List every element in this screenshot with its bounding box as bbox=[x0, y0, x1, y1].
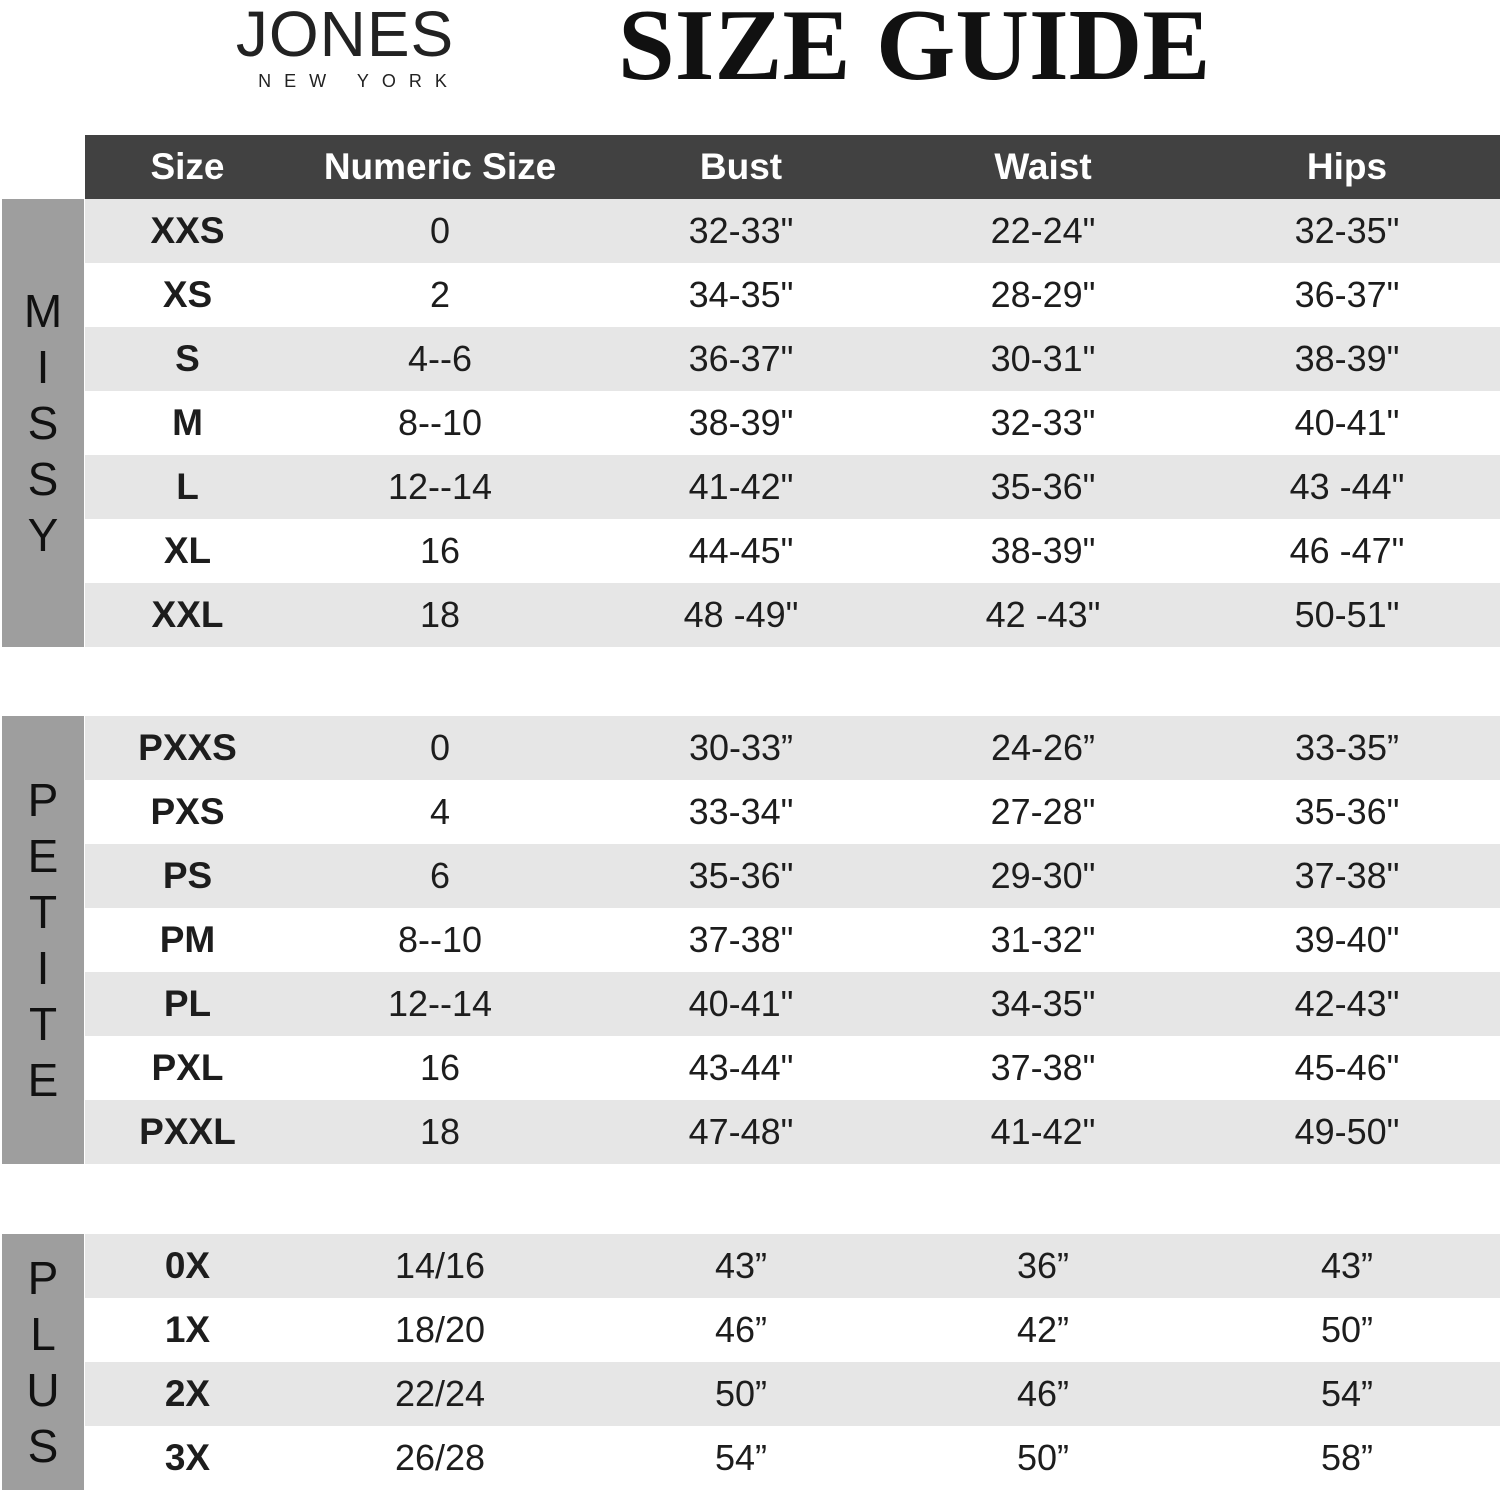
cell-waist: 24-26” bbox=[990, 727, 1096, 768]
cell-hips: 43” bbox=[1320, 1245, 1374, 1286]
cell-hips: 36-37" bbox=[1294, 274, 1400, 315]
cell-hips: 33-35” bbox=[1294, 727, 1400, 768]
cell-size: XL bbox=[163, 530, 212, 571]
header-waist: Waist bbox=[994, 146, 1092, 187]
cell-hips: 38-39" bbox=[1294, 338, 1400, 379]
cell-bust: 48 -49" bbox=[683, 594, 799, 635]
group-label-letter: T bbox=[28, 998, 58, 1050]
group-label-missy bbox=[2, 199, 84, 647]
table-row bbox=[85, 972, 1500, 1036]
cell-numeric-size: 0 bbox=[429, 727, 451, 768]
table-row bbox=[85, 716, 1500, 780]
cell-size: PXXL bbox=[139, 1111, 236, 1152]
cell-size: PM bbox=[159, 919, 216, 960]
table-row bbox=[85, 1426, 1500, 1490]
cell-size: L bbox=[176, 466, 199, 507]
group-label-letter: U bbox=[26, 1364, 60, 1416]
table-row bbox=[85, 908, 1500, 972]
cell-bust: 50” bbox=[714, 1373, 768, 1414]
cell-hips: 35-36" bbox=[1294, 791, 1400, 832]
group-label-letter: S bbox=[27, 453, 59, 505]
table-row bbox=[85, 1362, 1500, 1426]
cell-size: XXS bbox=[150, 210, 225, 251]
cell-size: PS bbox=[162, 855, 213, 896]
cell-bust: 41-42" bbox=[688, 466, 794, 507]
cell-size: PXS bbox=[150, 791, 225, 832]
cell-size: PXXS bbox=[138, 727, 237, 768]
cell-size: XXL bbox=[151, 594, 224, 635]
cell-bust: 37-38" bbox=[688, 919, 794, 960]
cell-size: XS bbox=[162, 274, 213, 315]
cell-waist: 29-30" bbox=[990, 855, 1096, 896]
cell-numeric-size: 16 bbox=[419, 530, 461, 571]
cell-numeric-size: 16 bbox=[419, 1047, 461, 1088]
cell-waist: 38-39" bbox=[990, 530, 1096, 571]
group-label-letter: M bbox=[23, 285, 63, 337]
group-rows-missy bbox=[85, 199, 1500, 647]
cell-numeric-size: 22/24 bbox=[394, 1373, 486, 1414]
table-row bbox=[85, 1298, 1500, 1362]
cell-numeric-size: 12--14 bbox=[387, 466, 493, 507]
cell-numeric-size: 18 bbox=[419, 1111, 461, 1152]
cell-waist: 42 -43" bbox=[985, 594, 1101, 635]
cell-numeric-size: 4--6 bbox=[407, 338, 473, 379]
cell-size: M bbox=[172, 402, 203, 443]
group-label-letter: P bbox=[27, 774, 59, 826]
cell-hips: 54” bbox=[1320, 1373, 1374, 1414]
cell-bust: 33-34" bbox=[688, 791, 794, 832]
table-row bbox=[85, 199, 1500, 263]
group-label-letter: I bbox=[36, 942, 50, 994]
table-row bbox=[85, 780, 1500, 844]
table-row bbox=[85, 519, 1500, 583]
table-row bbox=[85, 327, 1500, 391]
cell-waist: 22-24" bbox=[990, 210, 1096, 251]
cell-waist: 46” bbox=[1016, 1373, 1070, 1414]
group-label-letter: S bbox=[27, 1420, 59, 1472]
table-row bbox=[85, 583, 1500, 647]
page-title: SIZE GUIDE bbox=[618, 0, 1211, 102]
cell-bust: 35-36" bbox=[688, 855, 794, 896]
cell-numeric-size: 0 bbox=[429, 210, 451, 251]
header-size: Size bbox=[150, 146, 225, 187]
cell-numeric-size: 12--14 bbox=[387, 983, 493, 1024]
cell-bust: 32-33" bbox=[688, 210, 794, 251]
cell-numeric-size: 26/28 bbox=[394, 1437, 486, 1478]
cell-bust: 47-48" bbox=[688, 1111, 794, 1152]
cell-waist: 27-28" bbox=[990, 791, 1096, 832]
header-bust: Bust bbox=[699, 146, 783, 187]
cell-waist: 37-38" bbox=[990, 1047, 1096, 1088]
cell-numeric-size: 14/16 bbox=[394, 1245, 486, 1286]
cell-bust: 46” bbox=[714, 1309, 768, 1350]
cell-size: PL bbox=[163, 983, 212, 1024]
cell-numeric-size: 8--10 bbox=[397, 919, 483, 960]
cell-size: 3X bbox=[164, 1437, 211, 1478]
cell-waist: 35-36" bbox=[990, 466, 1096, 507]
cell-numeric-size: 18/20 bbox=[394, 1309, 486, 1350]
cell-bust: 36-37" bbox=[688, 338, 794, 379]
header-hips: Hips bbox=[1306, 146, 1388, 187]
cell-numeric-size: 18 bbox=[419, 594, 461, 635]
table-row bbox=[85, 1100, 1500, 1164]
group-label-petite bbox=[2, 716, 84, 1164]
cell-waist: 30-31" bbox=[990, 338, 1096, 379]
cell-hips: 49-50" bbox=[1294, 1111, 1400, 1152]
table-header bbox=[85, 135, 1500, 199]
table-row bbox=[85, 391, 1500, 455]
cell-bust: 43” bbox=[714, 1245, 768, 1286]
header-numeric-size: Numeric Size bbox=[323, 146, 557, 187]
cell-hips: 42-43" bbox=[1294, 983, 1400, 1024]
cell-waist: 34-35" bbox=[990, 983, 1096, 1024]
cell-bust: 43-44" bbox=[688, 1047, 794, 1088]
group-label-letter: L bbox=[30, 1308, 56, 1360]
cell-bust: 30-33” bbox=[688, 727, 794, 768]
cell-hips: 37-38" bbox=[1294, 855, 1400, 896]
cell-numeric-size: 4 bbox=[429, 791, 451, 832]
cell-size: 2X bbox=[164, 1373, 211, 1414]
group-rows-plus bbox=[85, 1234, 1500, 1490]
table-row bbox=[85, 1234, 1500, 1298]
group-label-plus bbox=[2, 1234, 84, 1490]
cell-hips: 39-40" bbox=[1294, 919, 1400, 960]
cell-numeric-size: 2 bbox=[429, 274, 451, 315]
cell-bust: 44-45" bbox=[688, 530, 794, 571]
table-row bbox=[85, 1036, 1500, 1100]
group-rows-petite bbox=[85, 716, 1500, 1164]
cell-hips: 40-41" bbox=[1294, 402, 1400, 443]
group-label-letter: E bbox=[27, 830, 59, 882]
cell-bust: 38-39" bbox=[688, 402, 794, 443]
cell-waist: 42” bbox=[1016, 1309, 1070, 1350]
cell-hips: 32-35" bbox=[1294, 210, 1400, 251]
cell-numeric-size: 8--10 bbox=[397, 402, 483, 443]
cell-hips: 50-51" bbox=[1294, 594, 1400, 635]
table-row bbox=[85, 263, 1500, 327]
cell-hips: 43 -44" bbox=[1289, 466, 1405, 507]
cell-waist: 28-29" bbox=[990, 274, 1096, 315]
cell-size: PXL bbox=[151, 1047, 224, 1088]
cell-bust: 40-41" bbox=[688, 983, 794, 1024]
cell-waist: 41-42" bbox=[990, 1111, 1096, 1152]
brand-name: JONES bbox=[235, 0, 455, 70]
cell-hips: 45-46" bbox=[1294, 1047, 1400, 1088]
cell-hips: 46 -47" bbox=[1289, 530, 1405, 571]
cell-size: S bbox=[175, 338, 200, 379]
cell-waist: 36” bbox=[1016, 1245, 1070, 1286]
group-label-letter: S bbox=[27, 397, 59, 449]
group-label-letter: P bbox=[27, 1252, 59, 1304]
cell-waist: 50” bbox=[1016, 1437, 1070, 1478]
cell-size: 0X bbox=[164, 1245, 211, 1286]
table-row bbox=[85, 455, 1500, 519]
cell-bust: 34-35" bbox=[688, 274, 794, 315]
cell-numeric-size: 6 bbox=[429, 855, 451, 896]
brand-logo bbox=[206, 0, 484, 100]
cell-waist: 32-33" bbox=[990, 402, 1096, 443]
cell-hips: 50” bbox=[1320, 1309, 1374, 1350]
table-row bbox=[85, 844, 1500, 908]
cell-bust: 54” bbox=[714, 1437, 768, 1478]
cell-size: 1X bbox=[164, 1309, 211, 1350]
cell-waist: 31-32" bbox=[990, 919, 1096, 960]
group-label-letter: T bbox=[28, 886, 58, 938]
cell-hips: 58” bbox=[1320, 1437, 1374, 1478]
brand-tagline: NEW YORK bbox=[258, 71, 460, 91]
group-label-letter: I bbox=[36, 341, 50, 393]
group-label-letter: E bbox=[27, 1054, 59, 1106]
group-label-letter: Y bbox=[27, 509, 59, 561]
